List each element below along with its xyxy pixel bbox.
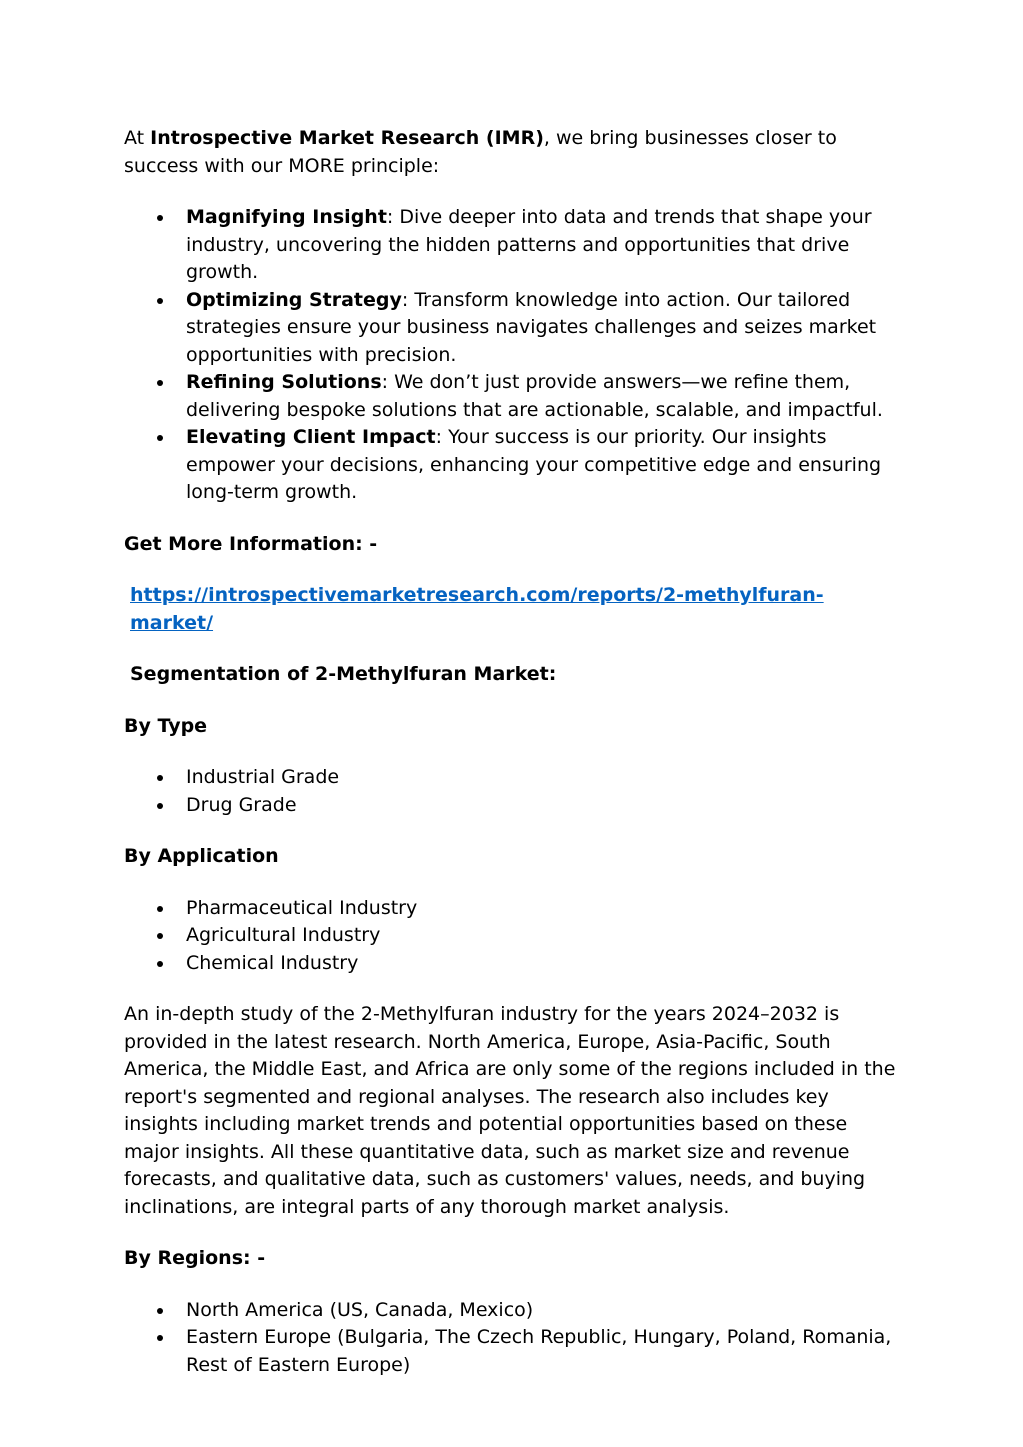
more-principle-list bbox=[124, 204, 904, 507]
list-item: Pharmaceutical Industry bbox=[124, 895, 904, 923]
segmentation-heading: Segmentation of 2-Methylfuran Market: bbox=[130, 663, 557, 685]
principle-text: : Transform knowledge into action. Our tailored strategies ensure your business navigates challenges and seizes market opportunities with precision. bbox=[186, 288, 877, 366]
list-item: Agricultural Industry bbox=[124, 922, 904, 950]
list-item: North America (US, Canada, Mexico) bbox=[124, 1297, 904, 1325]
principle-text: : Your success is our priority. Our insights empower your decisions, enhancing your competitive edge and ensuring long-term growth. bbox=[186, 426, 882, 503]
list-item: Industrial Grade bbox=[124, 764, 904, 792]
principle-title: Refining Solutions bbox=[186, 371, 382, 393]
principle-text: : We don’t just provide answers—we refine them, delivering bespoke solutions that are actionable, scalable, and impactful. bbox=[186, 371, 883, 421]
principle-title: Optimizing Strategy bbox=[186, 288, 402, 311]
company-name: Introspective Market Research (IMR) bbox=[150, 127, 544, 149]
list-item bbox=[124, 287, 904, 370]
intro-paragraph bbox=[124, 125, 904, 180]
principle-title: Magnifying Insight bbox=[186, 206, 387, 228]
by-application-list bbox=[124, 895, 904, 978]
by-application-heading: By Application bbox=[124, 845, 279, 867]
list-item: Drug Grade bbox=[124, 792, 904, 820]
list-item bbox=[124, 369, 904, 424]
intro-suffix: , we bring businesses closer to success with our MORE principle: bbox=[124, 127, 837, 177]
list-item bbox=[124, 424, 904, 507]
list-item: Eastern Europe (Bulgaria, The Czech Republic, Hungary, Poland, Romania, Rest of Eastern Europe) bbox=[124, 1324, 904, 1379]
study-paragraph: An in-depth study of the 2-Methylfuran industry for the years 2024–2032 is provided in the latest research. North America, Europe, Asia-Pacific, South America, the Middle East, and Africa are only some of the regions included in the report's segmented and regional analyses. The research also includes key insights including market trends and potential opportunities based on these major insights. All these quantitative data, such as market size and revenue forecasts, and qualitative data, such as customers' values, needs, and buying inclinations, are integral parts of any thorough market analysis. bbox=[124, 1003, 896, 1218]
get-more-info-heading: Get More Information: - bbox=[124, 532, 378, 555]
by-type-list bbox=[124, 764, 904, 819]
by-type-heading: By Type bbox=[124, 714, 208, 737]
list-item bbox=[124, 204, 904, 287]
by-regions-list bbox=[124, 1297, 904, 1380]
report-link-paragraph bbox=[124, 582, 904, 637]
report-link[interactable]: https://introspectivemarketresearch.com/reports/2-methylfuran-market/ bbox=[130, 584, 824, 634]
principle-title: Elevating Client Impact bbox=[186, 426, 436, 448]
intro-prefix: At bbox=[124, 127, 151, 149]
document-page bbox=[124, 125, 904, 1403]
list-item: Chemical Industry bbox=[124, 950, 904, 978]
by-regions-heading: By Regions: - bbox=[124, 1247, 266, 1269]
principle-text: : Dive deeper into data and trends that shape your industry, uncovering the hidden patterns and opportunities that drive growth. bbox=[186, 206, 872, 283]
